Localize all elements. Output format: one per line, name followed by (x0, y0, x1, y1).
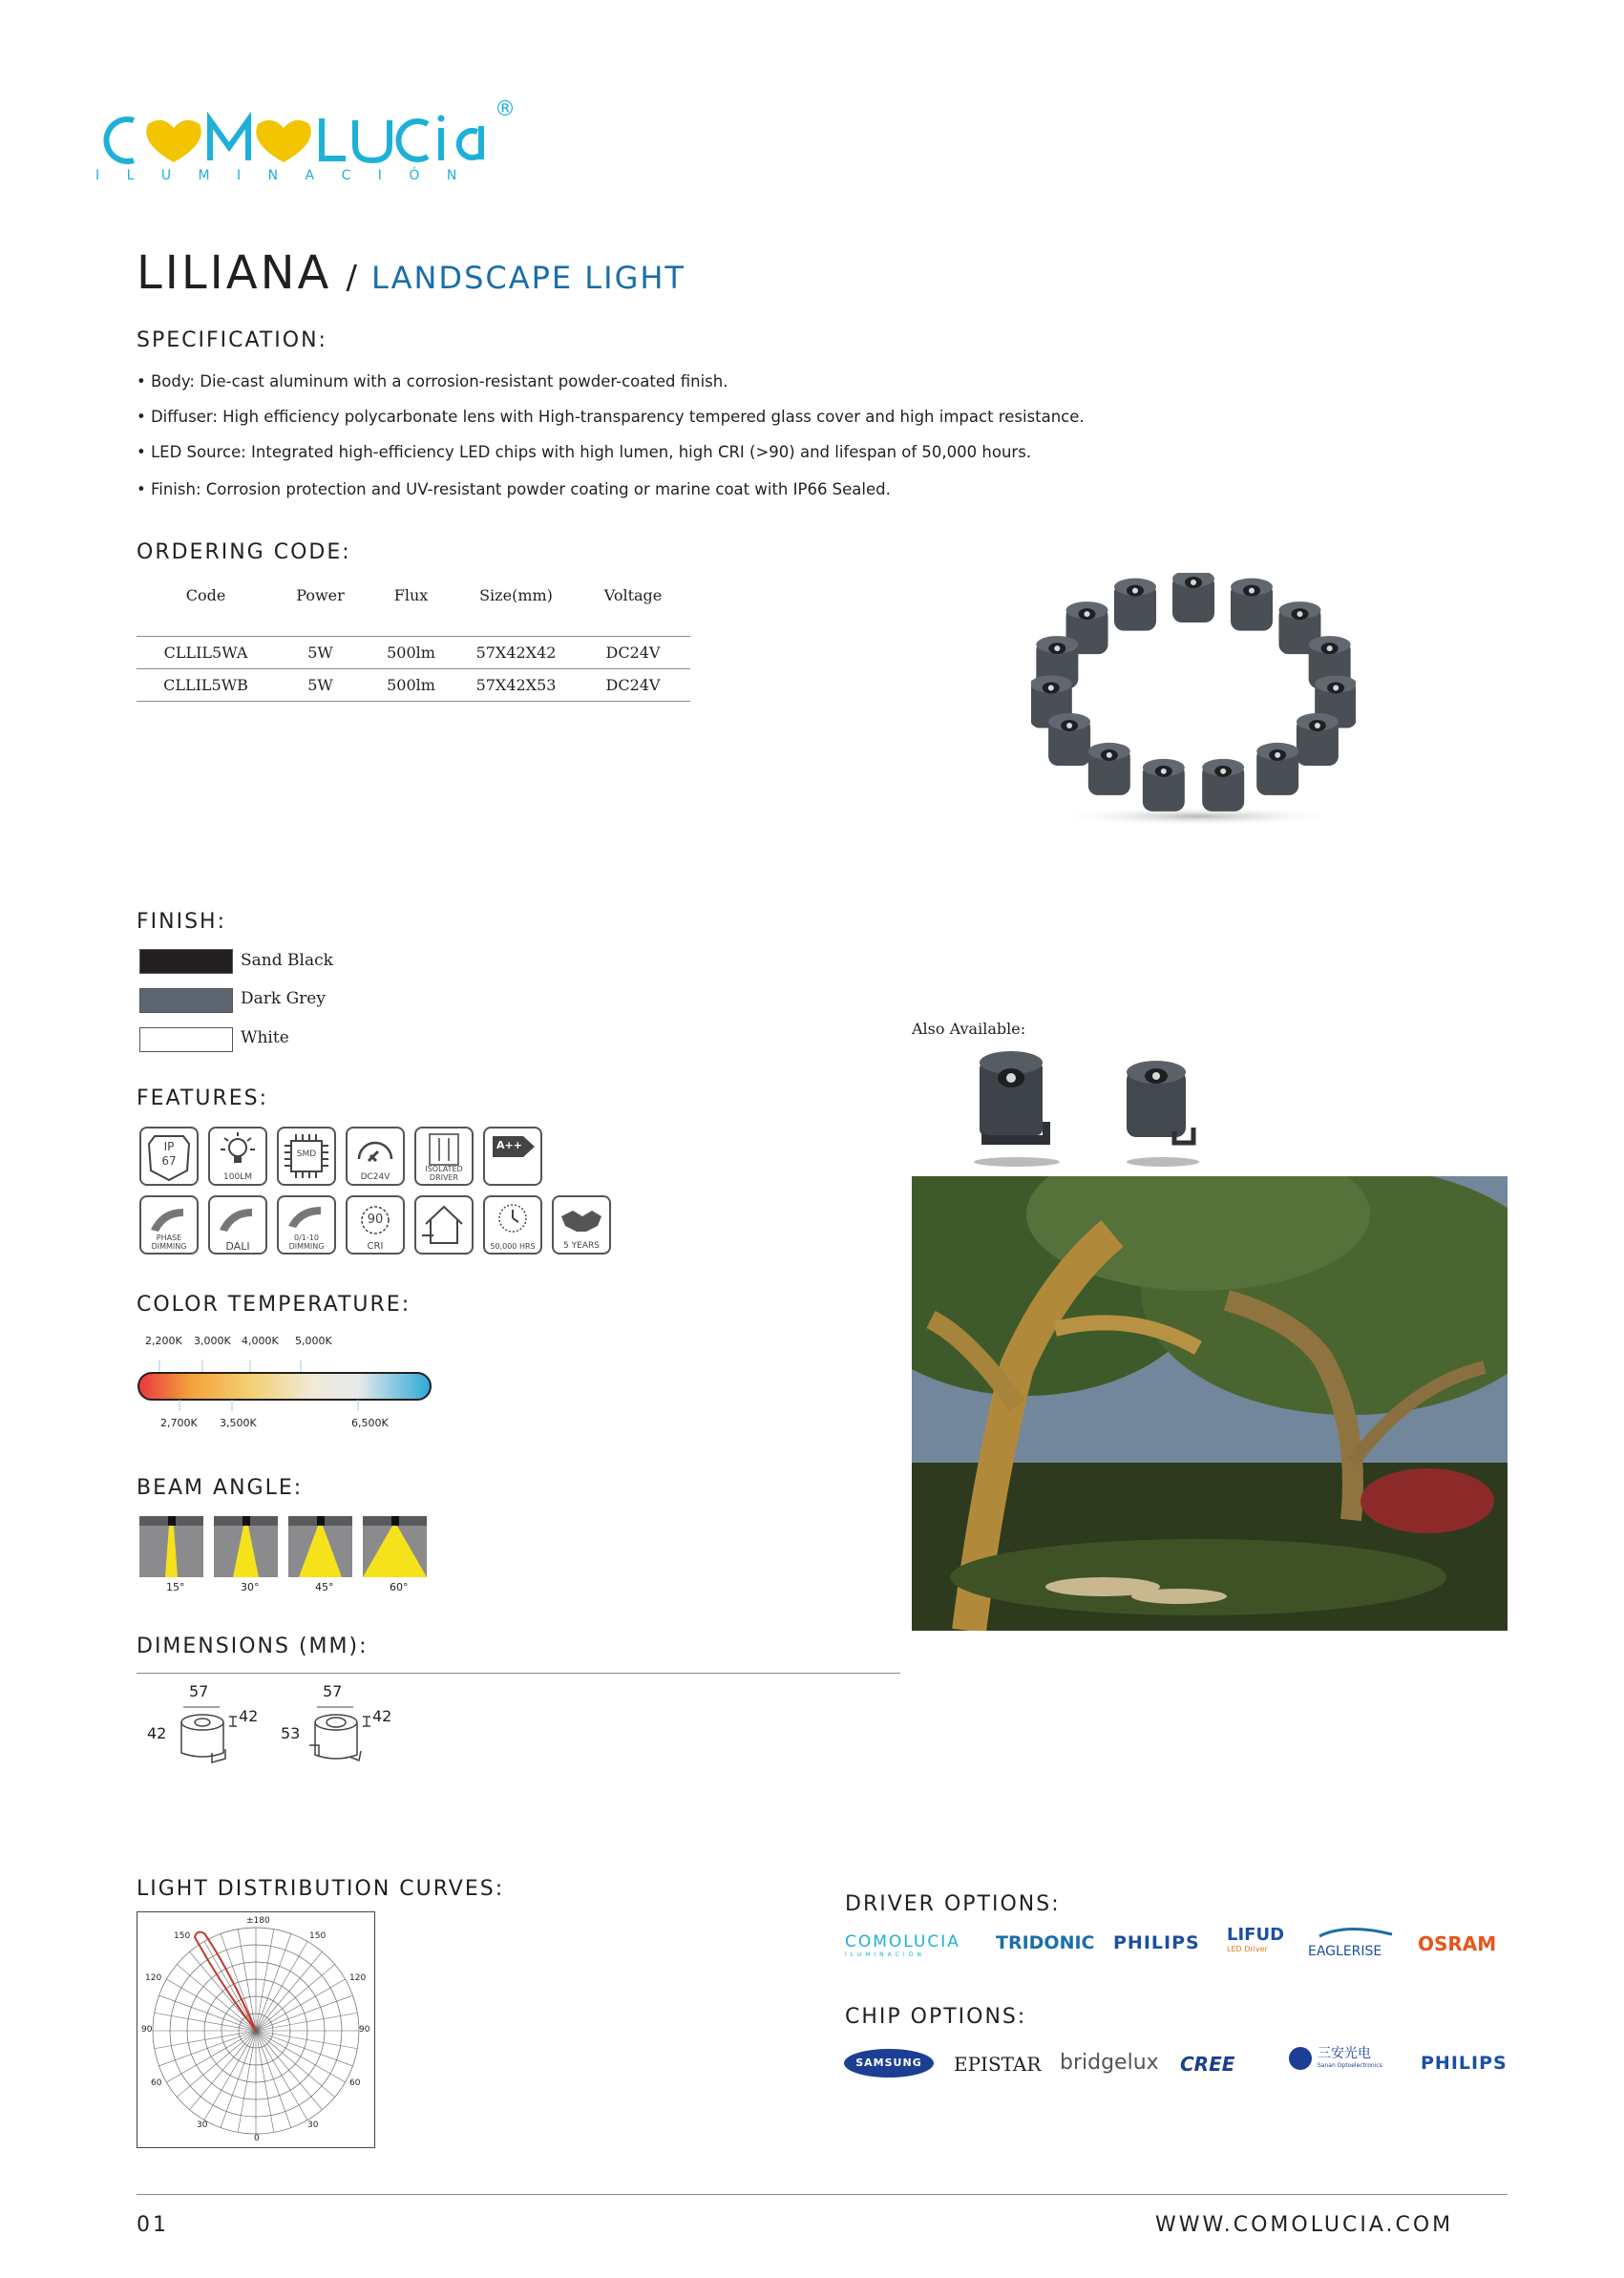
column-header: Code (185, 585, 226, 604)
ring-unit (1256, 743, 1298, 795)
driver-logo-philips: PHILIPS (1113, 1932, 1200, 1953)
spec-item: • Diffuser: High efficiency polycarbonate lens with High-transparency tempered glass cover and high impact resistance. (137, 408, 1085, 426)
table-cell: DC24V (605, 675, 661, 694)
luminaire-variant-b-icon (1115, 1055, 1211, 1170)
column-header: Voltage (603, 585, 663, 604)
footer-divider (137, 2194, 1508, 2195)
chip-options-heading: CHIP OPTIONS: (845, 2005, 1027, 2029)
cct-label: 5,000K (295, 1335, 332, 1347)
beam-45-icon (288, 1516, 352, 1577)
ring-unit (1088, 743, 1130, 795)
variant-b-image (1115, 1055, 1211, 1170)
finish-swatch-dark-grey (139, 988, 233, 1013)
cct-label: 2,700K (160, 1417, 198, 1429)
driver-options-heading: DRIVER OPTIONS: (845, 1892, 1061, 1916)
luminaire-b-outline-icon (306, 1703, 382, 1770)
website-link[interactable]: WWW.COMOLUCIA.COM (1155, 2213, 1454, 2237)
table-cell: 500lm (387, 643, 435, 662)
table-cell: 57X42X42 (475, 643, 557, 662)
beam-label: 15° (166, 1581, 185, 1593)
landscape-photo (912, 1176, 1508, 1631)
smd-chip-icon: SMD (277, 1127, 336, 1186)
polar-label: 90 (141, 2025, 153, 2035)
column-header: Size(mm) (479, 585, 553, 604)
dc24v-plug-icon: DC24V (346, 1127, 405, 1186)
polar-label: ±180 (246, 1916, 270, 1926)
ring-unit (1231, 579, 1273, 631)
chip-logo-cree: CREE (1180, 2053, 1235, 2076)
table-cell: 500lm (387, 675, 435, 694)
chip-logo-bridgelux: bridgelux (1060, 2051, 1159, 2075)
variant-a-image (964, 1045, 1069, 1170)
distribution-heading: LIGHT DISTRIBUTION CURVES: (137, 1877, 505, 1901)
phase-dimming-icon: PHASE DIMMING (139, 1195, 199, 1255)
driver-logo-tridonic: TRIDONIC (996, 1932, 1095, 1953)
table-cell: DC24V (605, 643, 661, 662)
driver-logo-osram: OSRAM (1418, 1932, 1497, 1955)
cct-gradient-bar (137, 1348, 442, 1415)
isolated-driver-icon: ISOLATED DRIVER (414, 1127, 474, 1186)
beam-label: 60° (390, 1581, 409, 1593)
finish-swatch-white (139, 1027, 233, 1052)
beam-60-icon (363, 1516, 427, 1577)
dim-height: 53 (281, 1724, 301, 1742)
cct-label: 2,200K (145, 1335, 182, 1347)
finish-label: Dark Grey (241, 989, 326, 1008)
dali-icon: DALI (208, 1195, 267, 1255)
dim-width: 57 (189, 1682, 209, 1700)
polar-label: 0 (254, 2134, 260, 2143)
sanan-circle-icon (1287, 2045, 1314, 2072)
garden-trees-photo-icon (912, 1176, 1508, 1631)
also-available-label: Also Available: (912, 1020, 1026, 1038)
table-row (137, 636, 690, 668)
beam-label: 30° (241, 1581, 260, 1593)
ring-unit (1202, 759, 1244, 812)
bulb-icon: 100LM (208, 1127, 267, 1186)
table-row (137, 668, 690, 701)
spec-item: • Body: Die-cast aluminum with a corrosion-resistant powder-coated finish. (137, 372, 728, 390)
finish-label: Sand Black (241, 951, 333, 970)
registered-mark: ® (495, 97, 516, 121)
ordering-table (137, 573, 690, 702)
ring-unit (1114, 579, 1156, 631)
spec-item: • Finish: Corrosion protection and UV-resistant powder coating or marine coat with IP66 Sealed. (137, 480, 891, 498)
0-10-dimming-icon: 0/1-10 DIMMING (277, 1195, 336, 1255)
luminaire-a-outline-icon (172, 1703, 248, 1770)
table-cell: 5W (307, 643, 333, 662)
features-heading: FEATURES: (137, 1086, 269, 1110)
polar-label: 150 (309, 1931, 327, 1941)
cct-label: 3,500K (220, 1417, 257, 1429)
eagle-wave-icon (1308, 1925, 1403, 1940)
lifespan-icon: 50,000 HRS (483, 1195, 542, 1255)
luminaire-ring-icon (1031, 573, 1356, 840)
table-cell: CLLIL5WA (163, 643, 248, 662)
product-ring-image (1031, 573, 1356, 840)
dim-top: 42 (239, 1707, 259, 1725)
divider (137, 1673, 900, 1674)
spec-item: • LED Source: Integrated high-efficiency LED chips with high lumen, high CRI (>90) and lifespan of 50,000 hours. (137, 443, 1032, 461)
polar-label: 30 (307, 2120, 319, 2130)
cri-icon: 90 CRI (346, 1195, 405, 1255)
table-cell: CLLIL5WB (163, 675, 248, 694)
ordering-heading: ORDERING CODE: (137, 540, 351, 564)
polar-label: 60 (349, 2078, 361, 2088)
finish-heading: FINISH: (137, 910, 227, 934)
column-header: Power (296, 585, 345, 604)
driver-logo-comolucia: COMOLUCIA ILUMINACIÓN (845, 1932, 960, 1958)
dim-top: 42 (372, 1707, 392, 1725)
driver-logo-eaglerise: EAGLERISE (1308, 1925, 1403, 1959)
polar-label: 90 (359, 2025, 370, 2035)
beam-30-icon (214, 1516, 278, 1577)
polar-diagram (137, 1911, 375, 2148)
ip67-icon: IP 67 (139, 1127, 199, 1186)
finish-label: White (241, 1028, 289, 1047)
dimension-drawing-b (277, 1682, 411, 1778)
chip-logo-epistar: EPISTAR (954, 2053, 1042, 2076)
ring-unit (1172, 573, 1214, 622)
beam-angle-heading: BEAM ANGLE: (137, 1476, 304, 1500)
brand-logo (95, 97, 525, 193)
dim-height: 42 (147, 1724, 167, 1742)
table-header-row (137, 573, 690, 617)
finish-swatch-sand-black (139, 949, 233, 974)
driver-logo-lifud: LIFUD LED Driver (1227, 1925, 1285, 1953)
dimensions-heading: DIMENSIONS (MM): (137, 1635, 369, 1658)
brand-tagline: I L U M I N A C I Ó N (95, 168, 469, 183)
page-number: 01 (137, 2213, 169, 2237)
page-title (137, 246, 685, 300)
specification-heading: SPECIFICATION: (137, 328, 327, 352)
chip-logo-samsung: SAMSUNG (843, 2047, 935, 2079)
beam-label: 45° (315, 1581, 334, 1593)
product-category: LANDSCAPE LIGHT (371, 260, 685, 296)
chip-logo-philips: PHILIPS (1421, 2053, 1508, 2074)
polar-grid-icon (137, 1912, 374, 2147)
dimension-drawing-a (143, 1682, 277, 1778)
polar-label: 120 (349, 1973, 367, 1983)
energy-class-icon: A++ (483, 1127, 542, 1186)
handshake-icon: 5 YEARS (552, 1195, 611, 1255)
cct-label: 6,500K (351, 1417, 389, 1429)
table-cell: 57X42X53 (475, 675, 557, 694)
chip-logo-sanan: 三安光电 Sanan Optoelectronics (1287, 2041, 1392, 2083)
title-separator: / (346, 259, 357, 297)
luminaire-variant-a-icon (964, 1045, 1069, 1170)
product-name: LILIANA (137, 246, 332, 300)
ring-unit (1048, 713, 1090, 766)
cct-label: 3,000K (194, 1335, 231, 1347)
color-temperature-heading: COLOR TEMPERATURE: (137, 1293, 411, 1317)
house-icon (414, 1195, 474, 1255)
dim-width: 57 (323, 1682, 343, 1700)
ring-unit (1143, 759, 1185, 812)
column-header: Flux (393, 585, 429, 604)
table-cell: 5W (307, 675, 333, 694)
ring-unit (1297, 713, 1339, 766)
polar-label: 150 (174, 1931, 191, 1941)
cct-label: 4,000K (242, 1335, 279, 1347)
polar-label: 30 (197, 2120, 208, 2130)
polar-label: 120 (145, 1973, 162, 1983)
polar-label: 60 (151, 2078, 162, 2088)
beam-15-icon (139, 1516, 203, 1577)
